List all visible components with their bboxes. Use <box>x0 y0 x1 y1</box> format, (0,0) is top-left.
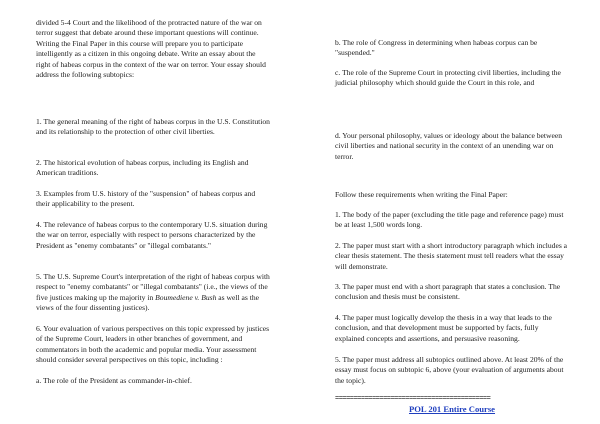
subtopic-6a: a. The role of the President as commander-in-chief. <box>36 376 192 385</box>
subtopic-6d: d. Your personal philosophy, values or ideology about the balance between civil liberties and national security in the context of an unending war on terror. <box>335 131 563 161</box>
subtopic-6b: b. The role of Congress in determining when habeas corpus can be "suspended." <box>335 38 538 58</box>
course-link[interactable]: POL 201 Entire Course <box>408 404 496 414</box>
subtopic-2: 2. The historical evolution of habeas corpus, including its English and American traditions. <box>36 158 249 178</box>
subtopic-6: 6. Your evaluation of various perspectives on this topic expressed by justices of the Supreme Court, leaders in other branches of government, and commentators in both the academic and popular media. Your assessment should consider several perspectives on this topic, including : <box>36 324 270 365</box>
subtopic-1: 1. The general meaning of the right of habeas corpus in the U.S. Constitution and its relationship to the protection of other civil liberties. <box>36 117 270 137</box>
separator-line: ========================================== <box>335 393 491 402</box>
requirement-4: 4. The paper must logically develop the thesis in a way that leads to the conclusion, and that development must be supported by facts, fully explained concepts and assertions, and persuasive reasoning. <box>335 313 552 343</box>
requirement-1: 1. The body of the paper (excluding the title page and reference page) must be at least 1,500 words long. <box>335 210 564 230</box>
right-column <box>335 0 569 424</box>
requirement-2: 2. The paper must start with a short introductory paragraph which includes a clear thesis statement. The thesis statement must tell readers what the essay will demonstrate. <box>335 241 568 271</box>
requirements-intro: Follow these requirements when writing the Final Paper: <box>335 190 508 199</box>
left-column <box>36 0 270 424</box>
subtopic-5 <box>36 272 270 314</box>
requirement-5: 5. The paper must address all subtopics outlined above. At least 20% of the essay must focus on subtopic 6, above (your evaluation of arguments about the topic). <box>335 355 564 385</box>
subtopic-4: 4. The relevance of habeas corpus to the contemporary U.S. situation during the war on terror, especially with respect to persons characterized by the President as "enemy combatants" or "illegal combatants." <box>36 220 268 250</box>
requirement-3: 3. The paper must end with a short paragraph that states a conclusion. The conclusion and thesis must be consistent. <box>335 282 561 302</box>
subtopic-5-text-end: as well as the views of the four dissenting justices). <box>36 292 260 313</box>
case-name: Boumediene v. Bush <box>155 292 217 302</box>
subtopic-3: 3. Examples from U.S. history of the "suspension" of habeas corpus and their applicability to the present. <box>36 189 256 209</box>
intro-paragraph: divided 5-4 Court and the likelihood of the protracted nature of the war on terror suggest that debate around these important questions will continue. Writing the Final Paper in this course will prepare you to participate intelligently as a citizen in this ongoing debate. Write an essay about the right of habeas corpus in the context of the war on terror. Your essay should address the following subtopics: <box>36 18 266 80</box>
subtopic-6c: c. The role of the Supreme Court in protecting civil liberties, including the judicial philosophy which should guide the Court in this role, and <box>335 68 561 88</box>
subtopic-5-text: 5. The U.S. Supreme Court's interpretation of the right of habeas corpus with respect to "enemy combatants" or "illegal combatants" (i.e., the views of the five justices making up the majority in <box>36 272 270 302</box>
